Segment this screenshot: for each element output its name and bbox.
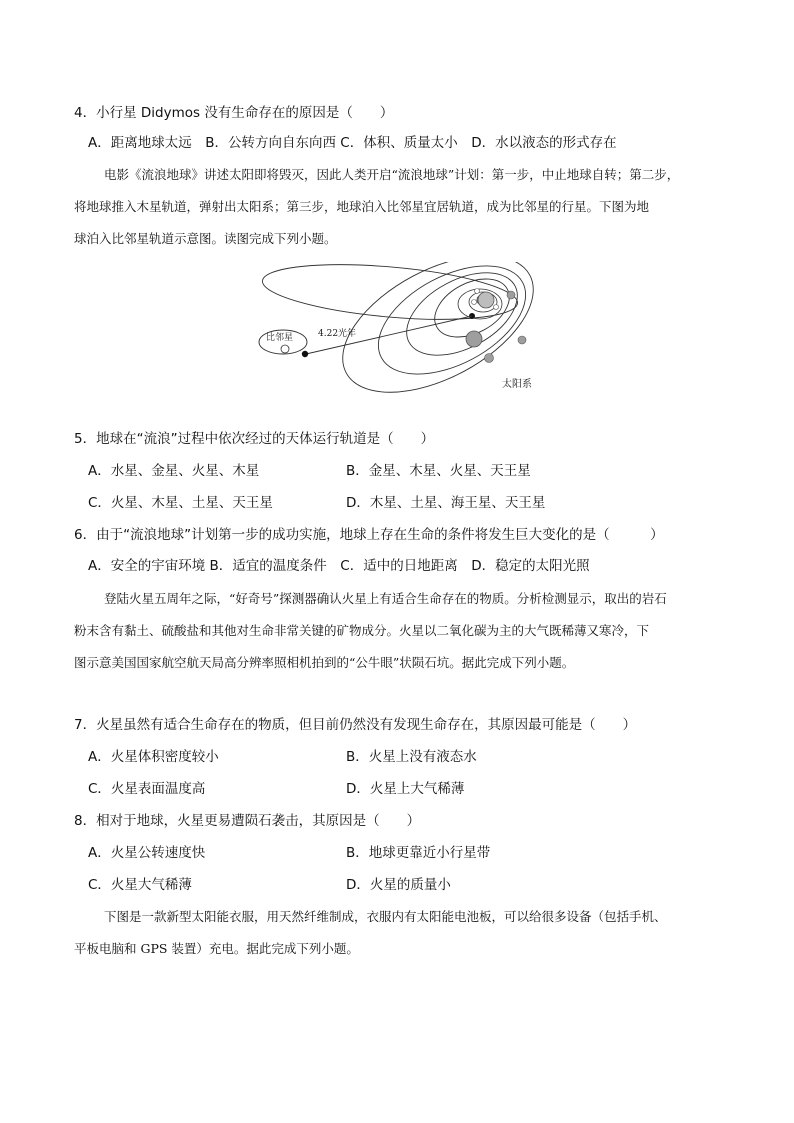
q7-option-b: B．火星上没有液态水 bbox=[346, 749, 477, 765]
passage3-line-2: 平板电脑和 GPS 装置）充电。据此完成下列小题。 bbox=[74, 941, 359, 956]
planet-icon bbox=[475, 289, 480, 294]
planet-icon bbox=[466, 331, 482, 347]
q8-option-d: D．火星的质量小 bbox=[346, 877, 451, 893]
distance-label: 4.22光年 bbox=[318, 329, 357, 339]
planet-icon bbox=[507, 291, 515, 299]
orbit-outer-3 bbox=[393, 262, 531, 372]
sun-icon bbox=[478, 292, 494, 308]
q4-options: A．距离地球太远 B．公转方向自东向西 C．体积、质量太小 D．水以液态的形式存在 bbox=[88, 135, 617, 151]
planet-icon bbox=[518, 336, 526, 344]
orbit-diagram bbox=[250, 262, 550, 400]
proxima-label: 比邻星 bbox=[266, 333, 294, 343]
q8-option-b: B．地球更靠近小行星带 bbox=[346, 845, 491, 861]
passage2-line-3: 图示意美国国家航空航天局高分辨率照相机拍到的“公牛眼”状陨石坑。据此完成下列小题。 bbox=[74, 655, 575, 670]
q8-option-a: A．火星公转速度快 bbox=[88, 845, 206, 861]
q6-stem: 6．由于“流浪地球”计划第一步的成功实施，地球上存在生命的条件将发生巨大变化的是（ ） bbox=[74, 527, 664, 543]
q7-stem: 7．火星虽然有适合生命存在的物质，但目前仍然没有发现生命存在，其原因最可能是（ ） bbox=[74, 717, 637, 733]
planet-icon bbox=[485, 354, 494, 363]
q4-stem: 4．小行星 Didymos 没有生命存在的原因是（ ） bbox=[74, 105, 394, 121]
planet-icon bbox=[472, 300, 477, 305]
passage2-line-1: 登陆火星五周年之际，“好奇号”探测器确认火星上有适合生命存在的物质。分析检测显示，取出的岩石 bbox=[104, 591, 667, 606]
q5-option-b: B．金星、木星、火星、天王星 bbox=[346, 463, 531, 479]
solar-system-label: 太阳系 bbox=[502, 379, 532, 390]
q7-option-c: C．火星表面温度高 bbox=[88, 781, 206, 797]
q7-option-d: D．火星上大气稀薄 bbox=[346, 781, 465, 797]
q5-option-c: C．火星、木星、土星、天王星 bbox=[88, 495, 273, 511]
planet-icon bbox=[494, 305, 499, 310]
q8-stem: 8．相对于地球，火星更易遭陨石袭击，其原因是（ ） bbox=[74, 813, 421, 829]
q5-option-d: D．木星、土星、海王星、天王星 bbox=[346, 495, 546, 511]
proxima-star-icon bbox=[281, 345, 289, 353]
passage1-line-3: 球泊入比邻星轨道示意图。读图完成下列小题。 bbox=[74, 231, 337, 246]
passage3-line-1: 下图是一款新型太阳能衣服，用天然纤维制成，衣服内有太阳能电池板，可以给很多设备（包括手机、 bbox=[104, 909, 667, 924]
passage2-line-2: 粉末含有黏土、硫酸盐和其他对生命非常关键的矿物成分。火星以二氧化碳为主的大气既稀薄又寒冷，下 bbox=[74, 623, 650, 638]
q6-options: A．安全的宇宙环境 B．适宜的温度条件 C．适中的日地距离 D．稳定的太阳光照 bbox=[88, 558, 590, 574]
q7-option-a: A．火星体积密度较小 bbox=[88, 749, 219, 765]
q5-stem: 5．地球在“流浪”过程中依次经过的天体运行轨道是（ ） bbox=[74, 431, 435, 447]
q8-option-c: C．火星大气稀薄 bbox=[88, 877, 192, 893]
q5-option-a: A．水星、金星、火星、木星 bbox=[88, 463, 260, 479]
passage1-line-2: 将地球推入木星轨道，弹射出太阳系；第三步，地球泊入比邻星宜居轨道，成为比邻星的行星。下图为地 bbox=[74, 199, 650, 214]
earth-at-proxima-icon bbox=[302, 351, 308, 357]
passage1-line-1: 电影《流浪地球》讲述太阳即将毁灭，因此人类开启“流浪地球”计划：第一步，中止地球自转；第二步， bbox=[104, 167, 680, 182]
